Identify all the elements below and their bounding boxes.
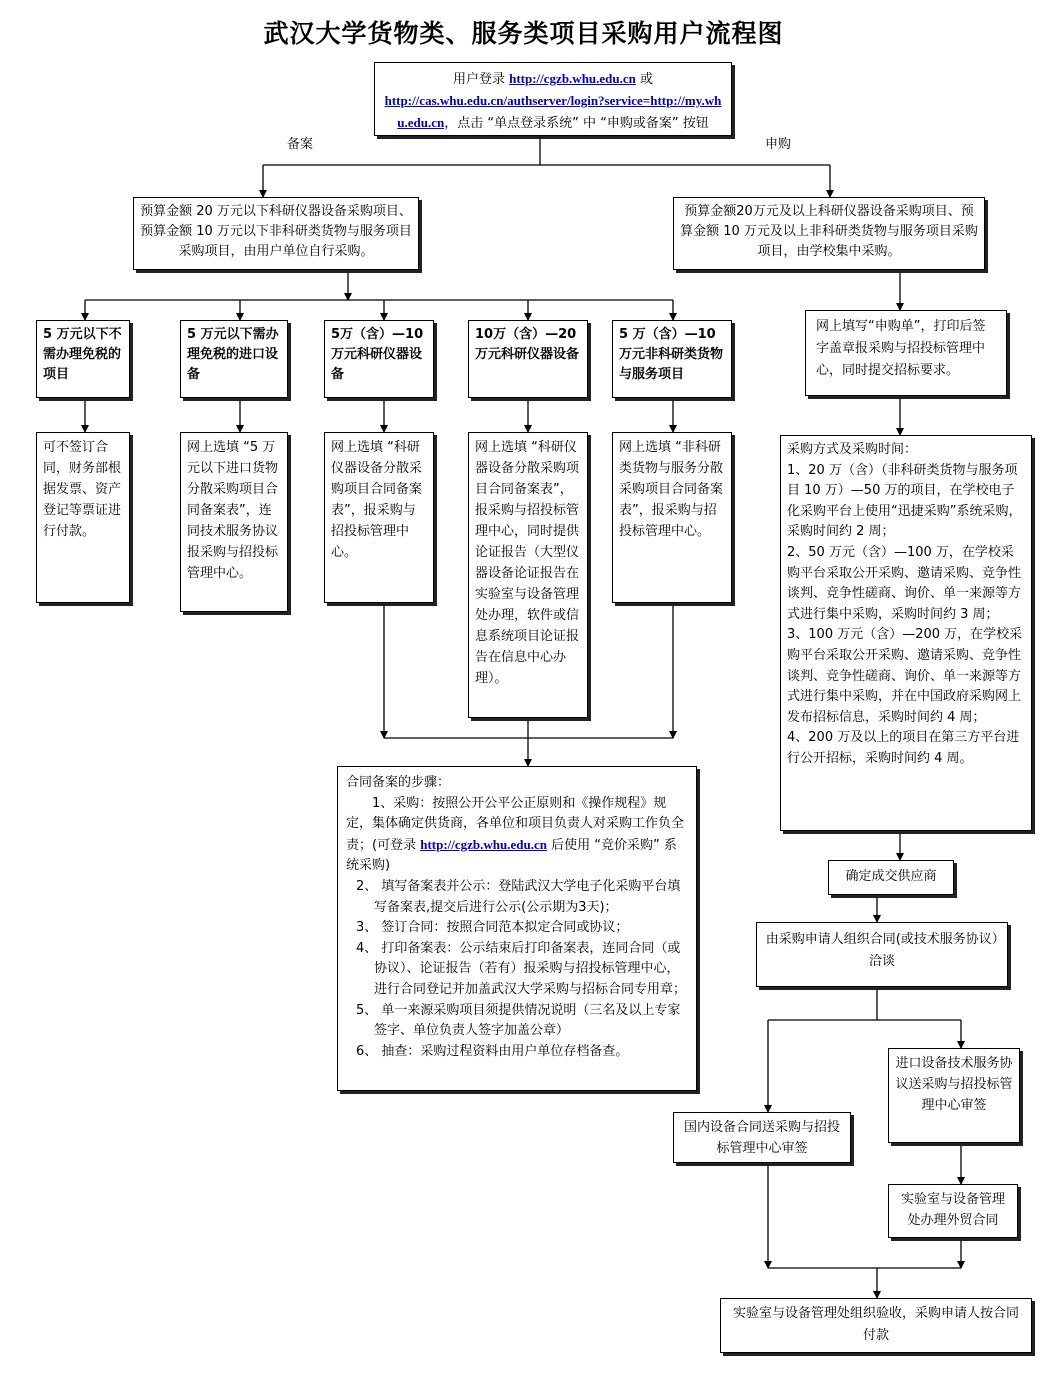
filing-step-1: [346, 794, 688, 877]
filing-step-4: 4、 打印备案表：公示结束后打印备案表，连同合同（或协议）、论证报告（若有）报采购与招投标管理中心，进行合同登记并加盖武汉大学采购与招标合同专用章；: [356, 940, 687, 997]
filing-steps-box: [337, 766, 697, 1091]
method-item-3: 3、100 万元（含）—200 万，在学校采购平台采取公开采购、邀请采购、竞争性谈判、竞争性磋商、询价、单一来源等方式进行集中采购，并在中国政府采购网上发布招标信息，采购时间约 4 周；: [787, 627, 1023, 725]
category-box-5: 5 万（含）—10万元非科研类货物与服务项目: [612, 320, 732, 398]
foreign-trade-box: 实验室与设备管理处办理外贸合同: [888, 1184, 1018, 1238]
filing-step-2: 2、 填写备案表并公示：登陆武汉大学电子化采购平台填写备案表,提交后进行公示(公示期为3天)；: [356, 878, 681, 915]
filing-step-5: 5、 单一来源采购项目须提供情况说明（三名及以上专家签字、单位负责人签字加盖公章）: [356, 1002, 681, 1039]
login-box: [374, 62, 732, 136]
method-item-1: 1、20 万（含）（非科研类货物与服务项目 10 万）—50 万的项目，在学校电子化采购平台上使用“迅捷采购”系统采购，采购时间约 2 周；: [787, 462, 1022, 540]
login-link-cgzb[interactable]: http://cgzb.whu.edu.cn: [509, 71, 636, 86]
self-purchase-box: 预算金额 20 万元以下科研仪器设备采购项目、预算金额 10 万元以下非科研类货物与服务项目采购项目，由用户单位自行采购。: [133, 197, 419, 270]
login-or: 或: [635, 72, 654, 87]
page-title: 武汉大学货物类、服务类项目采购用户流程图: [263, 19, 784, 48]
filing-step-1-link[interactable]: http://cgzb.whu.edu.cn: [420, 836, 547, 852]
methods-heading: 采购方式及采购时间：: [787, 442, 918, 457]
category-box-4: 10万（含）—20万元科研仪器设备: [468, 320, 588, 398]
method-item-4: 4、200 万及以上的项目在第三方平台进行公开招标，采购时间约 4 周。: [787, 730, 1020, 766]
action-box-1: 可不签订合同，财务部根据发票、资产登记等票证进行付款。: [36, 432, 130, 603]
negotiate-box: 由采购申请人组织合同(或技术服务协议）洽谈: [756, 922, 1008, 987]
label-apply: 申购: [765, 137, 792, 152]
purchase-methods-box: [780, 435, 1032, 831]
filing-step-6: 6、 抽查：采购过程资料由用户单位存档备查。: [356, 1043, 629, 1059]
acceptance-box: 实验室与设备管理处组织验收，采购申请人按合同付款: [720, 1298, 1032, 1353]
apply-form-box: 网上填写“申购单”，打印后签字盖章报采购与招投标管理中心，同时提交招标要求。: [805, 310, 1007, 396]
action-box-5: 网上选填 “非科研类货物与服务分散采购项目合同备案表”，报采购与招投标管理中心。: [612, 432, 732, 603]
import-agreement-box: 进口设备技术服务协议送采购与招投标管理中心审签: [888, 1048, 1020, 1143]
action-box-2: 网上选填 “5 万元以下进口货物分散采购项目合同备案表”，连同技术服务协议报采购与招投标管理中心。: [180, 432, 288, 612]
login-suffix: ，点击 “单点登录系统” 中 “申购或备案” 按钮: [444, 116, 709, 131]
filing-step-3: 3、 签订合同：按照合同范本拟定合同或协议；: [356, 920, 629, 936]
category-box-1: 5 万元以下不需办理免税的项目: [36, 320, 130, 398]
login-prefix: 用户登录: [452, 72, 510, 87]
action-box-3: 网上选填 “科研仪器设备分散采购项目合同备案表”，报采购与招投标管理中心。: [324, 432, 434, 603]
category-box-2: 5 万元以下需办理免税的进口设备: [180, 320, 288, 398]
central-purchase-box: 预算金额20万元及以上科研仪器设备采购项目、预算金额 10 万元及以上非科研类货物与服务项目采购项目，由学校集中采购。: [673, 197, 985, 270]
category-box-3: 5万（含）—10万元科研仪器设备: [324, 320, 434, 398]
filing-step-1-text-end: 后使用 “竞价采购” 系统采购): [346, 837, 677, 874]
filing-heading: 合同备案的步骤：: [346, 775, 451, 790]
label-filing: 备案: [287, 137, 314, 152]
login-link-cas[interactable]: http://cas.whu.edu.cn/authserver/login?service=http://my.whu.edu.cn: [384, 93, 722, 130]
filing-step-1-text: 1、采购：按照公开公平公正原则和《操作规程》规定，集体确定供货商，各单位和项目负责人对采购工作负全责；(可登录: [346, 795, 685, 853]
action-box-4: 网上选填 “科研仪器设备分散采购项目合同备案表”，报采购与招投标管理中心，同时提供论证报告（大型仪器设备论证报告在实验室与设备管理处办理，软件或信息系统项目论证报告在信息中心办理）。: [468, 432, 588, 718]
confirm-supplier-box: 确定成交供应商: [828, 860, 954, 895]
domestic-contract-box: 国内设备合同送采购与招投标管理中心审签: [673, 1112, 851, 1163]
method-item-2: 2、50 万元（含）—100 万，在学校采购平台采取公开采购、邀请采购、竞争性谈判、竞争性磋商、询价、单一来源等方式进行集中采购，采购时间约 3 周；: [787, 544, 1022, 622]
